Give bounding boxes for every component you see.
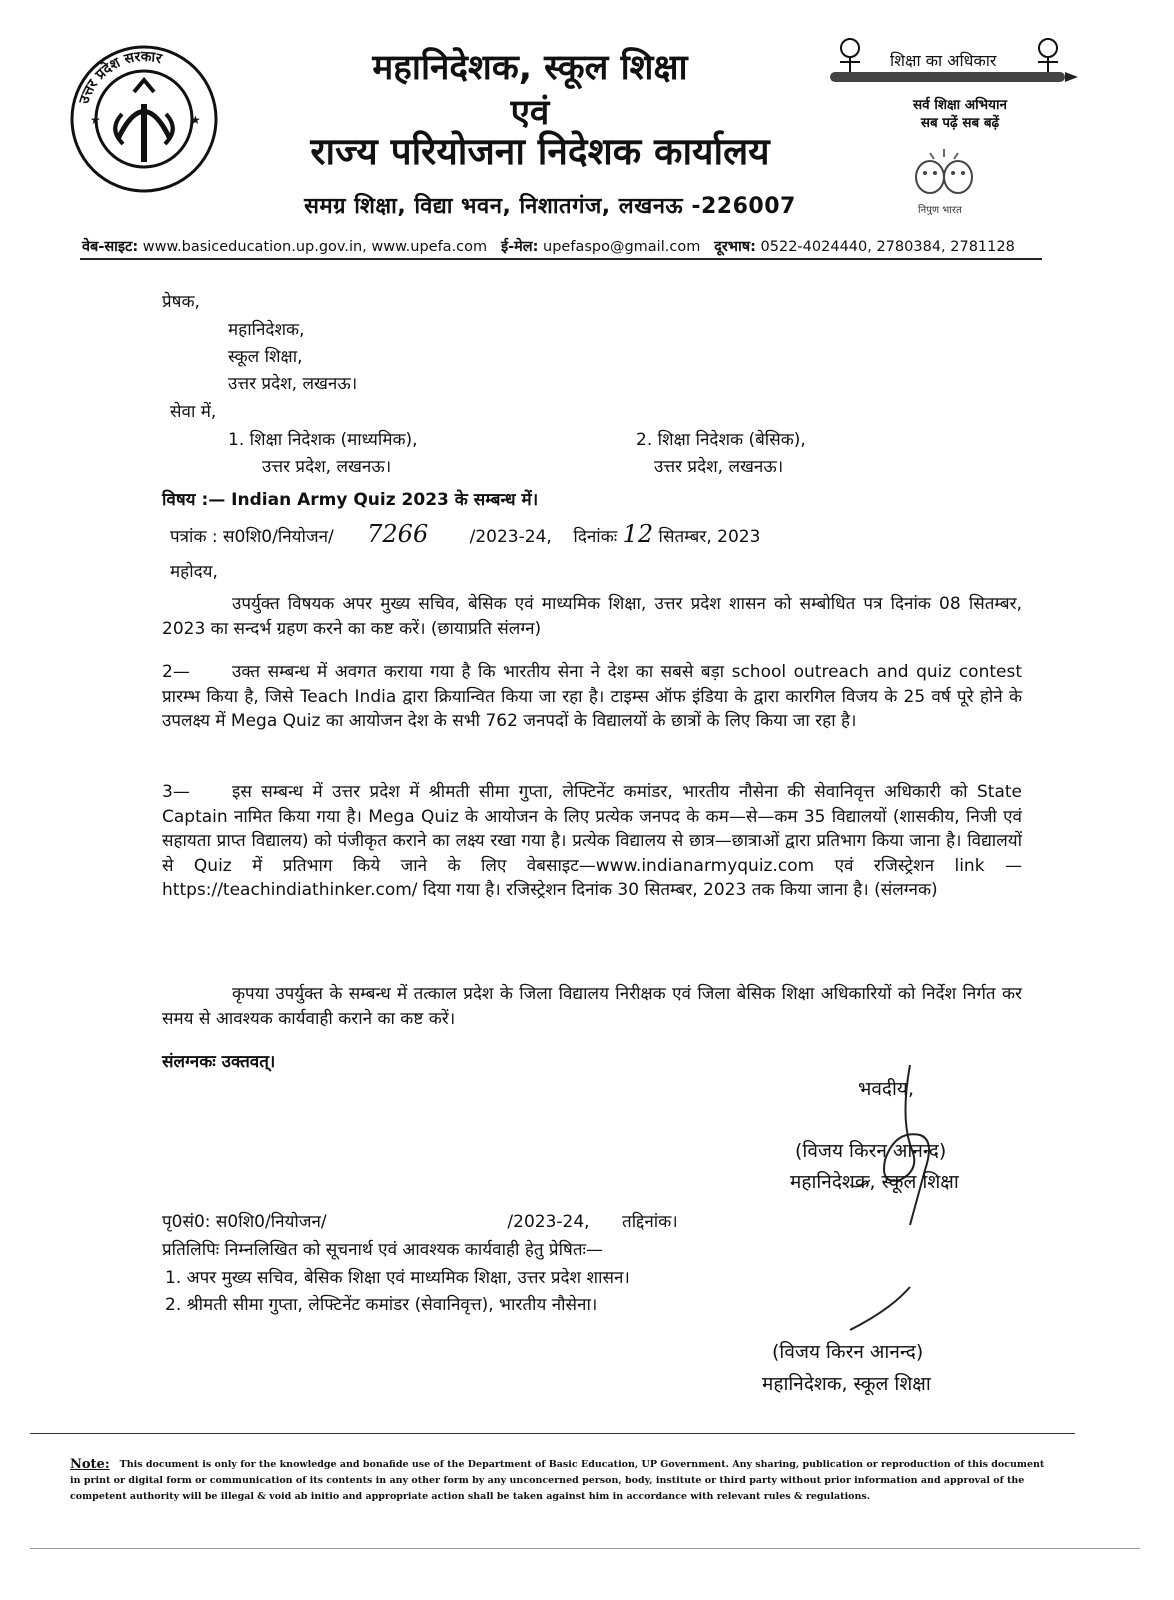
sender-label: प्रेषक, (162, 292, 200, 312)
copy-intro: प्रतिलिपिः निम्नलिखित को सूचनार्थ एवं आवश्यक कार्यवाही हेतु प्रेषितः— (162, 1240, 603, 1260)
email-value[interactable]: upefaspo@gmail.com (543, 239, 701, 255)
office-title-line1: महानिदेशक, स्कूल शिक्षा (372, 48, 688, 88)
contact-line (82, 236, 1042, 256)
page-bottom-line (30, 1548, 1140, 1549)
right-to-education-logo (820, 34, 1080, 94)
copy-item-2: 2. श्रीमती सीमा गुप्ता, लेफ्टिनेंट कमांडर (सेवानिवृत्त), भारतीय नौसेना। (165, 1295, 598, 1315)
date-rest: सितम्बर, 2023 (658, 527, 761, 547)
recipient1-line2: उत्तर प्रदेश, लखनऊ। (262, 457, 392, 477)
enclosure-line: संलग्नकः उक्तवत्। (162, 1052, 276, 1072)
seal-text: उत्तर प्रदेश सरकार (76, 48, 164, 106)
sender-line1: महानिदेशक, (228, 320, 305, 340)
para3-number: 3— (162, 782, 190, 802)
copy-reference-line (162, 1210, 678, 1235)
paragraph-2 (162, 660, 1022, 734)
office-title-line2: एवं (510, 93, 550, 133)
office-title-line3: राज्य परियोजना निदेशक कार्यालय (310, 130, 770, 173)
rte-caption: शिक्षा का अधिकार (890, 51, 997, 70)
phone-label: दूरभाष: (714, 239, 756, 255)
footer-divider (30, 1433, 1075, 1434)
footer-note (70, 1457, 1045, 1505)
paragraph-3 (162, 780, 1022, 903)
sender-line3: उत्तर प्रदेश, लखनऊ। (228, 374, 358, 394)
svg-text:★: ★ (90, 113, 101, 127)
sender-line2: स्कूल शिक्षा, (228, 347, 303, 367)
recipient2-line2: उत्तर प्रदेश, लखनऊ। (654, 457, 784, 477)
website-label: वेब-साइट: (82, 239, 139, 255)
copy-ref-year: /2023-24, (507, 1212, 590, 1232)
ssa-line1: सर्व शिक्षा अभियान (912, 97, 1007, 113)
paragraph-4 (162, 982, 1022, 1031)
copy-signatory-title: महानिदेशक, स्कूल शिक्षा (762, 1373, 931, 1395)
para1-text: उपर्युक्त विषयक अपर मुख्य सचिव, बेसिक एवं माध्यमिक शिक्षा, उत्तर प्रदेश शासन को सम्बोधित पत्र दिनांक 08 सितम्बर, 2023 का सन्दर्भ ग्रहण करने का कष्ट करें। (छायाप्रति संलग्न) (162, 594, 1022, 639)
copy-ref-prefix: पृ0सं0: स0शि0/नियोजन/ (162, 1212, 327, 1232)
phone-value: 0522-4024440, 2780384, 2781128 (760, 239, 1015, 255)
para3-text: इस सम्बन्ध में उत्तर प्रदेश में श्रीमती सीमा गुप्ता, लेफ्टिनेंट कमांडर, भारतीय नौसेना की सेवानिवृत्त अधिकारी को State Captain नामित किया गया है। Mega Quiz के आयोजन के लिए प्रत्येक जनपद के कम—से—कम 35 विद्यालयों (शासकीय, निजी एवं सहायता प्राप्त विद्यालय) को पंजीकृत कराने का लक्ष्य रखा गया है। प्रत्येक विद्यालय से छात्र—छात्राओं द्वारा प्रतिभाग किया जाना है। विद्यालयों से Quiz में प्रतिभाग किये जाने के लिए वेबसाइट—www.indianarmyquiz.com एवं रजिस्ट्रेशन link — https://teachindiathinker.com/ दिया गया है। रजिस्ट्रेशन दिनांक 30 सितम्बर, 2023 तक किया जाना है। (संलग्नक) (162, 782, 1022, 900)
note-text: This document is only for the knowledge and bonafide use of the Department of Basic Education, UP Government. Any sharing, publication or reproduction of this document in print or digital form or communication of its contents in any other form by any unconcerned person, body, institute or third party without prior information and approval of the competent authority will be illegal & void ab initio and appropriate action shall be taken against him in accordance with relevant rules & regulations. (70, 1459, 1045, 1502)
paragraph-1 (162, 592, 1022, 641)
nipun-caption: निपुण भारत (918, 205, 962, 215)
closing: भवदीय, (858, 1078, 914, 1100)
svg-text:★: ★ (190, 113, 201, 127)
nipun-bharat-logo (900, 145, 990, 215)
signature-stroke (840, 1285, 920, 1335)
ssa-line2: सब पढ़ें सब बढ़ें (920, 115, 1000, 131)
subject-line: विषय :— Indian Army Quiz 2023 के सम्बन्ध में। (162, 490, 539, 510)
para4-text: कृपया उपर्युक्त के सम्बन्ध में तत्काल प्रदेश के जिला विद्यालय निरीक्षक एवं जिला बेसिक शिक्षा अधिकारियों को निर्देश निर्गत कर समय से आवश्यक कार्यवाही कराने का कष्ट करें। (162, 984, 1022, 1029)
copy-item-1: 1. अपर मुख्य सचिव, बेसिक शिक्षा एवं माध्यमिक शिक्षा, उत्तर प्रदेश शासन। (165, 1268, 630, 1288)
date-label: दिनांकः (573, 527, 618, 547)
email-label: ई-मेल: (500, 239, 539, 255)
reference-line (170, 522, 760, 550)
office-address: समग्र शिक्षा, विद्या भवन, निशातगंज, लखनऊ -226007 (304, 194, 796, 219)
signatory-name: (विजय किरन आनन्द) (795, 1140, 947, 1162)
ref-prefix: पत्रांक : स0शि0/नियोजन/ (170, 527, 334, 547)
ref-number-handwritten: 7266 (367, 520, 429, 548)
signatory-title: महानिदेशक, स्कूल शिक्षा (790, 1171, 959, 1193)
salutation: महोदय, (170, 562, 218, 582)
para2-text: उक्त सम्बन्ध में अवगत कराया गया है कि भारतीय सेना ने देश का सबसे बड़ा school outreach and quiz contest प्रारम्भ किया है, जिसे Teach India द्वारा क्रियान्वित किया जा रहा है। टाइम्स ऑफ इंडिया के द्वारा कारगिल विजय के 25 वर्ष पूरे होने के उपलक्ष्य में Mega Quiz का आयोजन देश के सभी 762 जनपदों के विद्यालयों के छात्रों के लिए किया जा रहा है। (162, 662, 1022, 731)
para2-number: 2— (162, 662, 190, 682)
up-government-seal (68, 44, 220, 194)
date-day-handwritten: 12 (622, 520, 654, 548)
recipient2-line1: 2. शिक्षा निदेशक (बेसिक), (636, 430, 806, 450)
header-divider (80, 258, 1042, 260)
website-value[interactable]: www.basiceducation.up.gov.in, www.upefa.com (142, 239, 488, 255)
recipient1-line1: 1. शिक्षा निदेशक (माध्यमिक), (228, 430, 418, 450)
ssa-tagline (880, 96, 1040, 132)
copy-signatory-name: (विजय किरन आनन्द) (772, 1341, 924, 1363)
to-label: सेवा में, (170, 402, 217, 422)
note-label: Note: (70, 1457, 110, 1472)
copy-ref-date: तद्दिनांक। (622, 1212, 678, 1232)
ref-year: /2023-24, (469, 527, 552, 547)
